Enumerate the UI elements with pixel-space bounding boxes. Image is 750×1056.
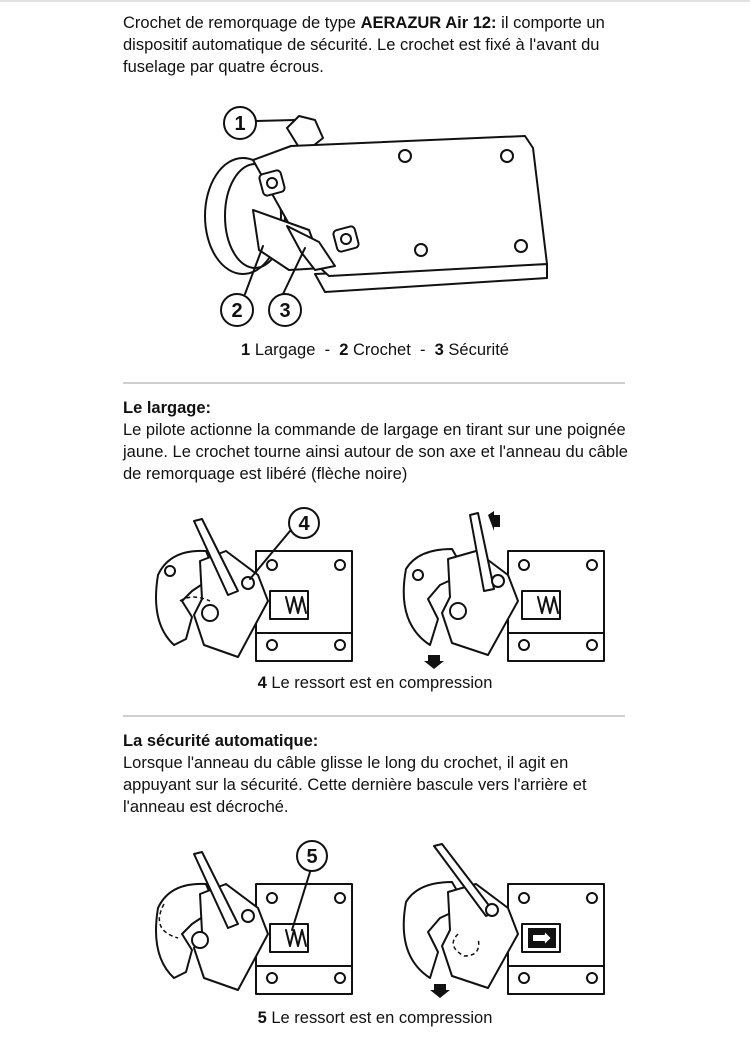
tow-hook-illustration <box>195 98 565 333</box>
callout-5: 5 <box>306 846 318 868</box>
figure2-caption <box>0 672 750 694</box>
section-securite-body: Lorsque l'anneau du câble glisse le long du crochet, il agit en appuyant sur la sécurité. Cette dernière bascule vers l'arrière et l'anneau est décroché. <box>123 754 587 816</box>
figure2-caption-text: Le ressort est en compression <box>271 674 493 692</box>
safety-state-open <box>404 844 604 998</box>
release-state-closed <box>156 519 352 661</box>
release-arrow-icon <box>430 984 450 998</box>
pull-arrow-icon <box>488 511 500 531</box>
caption-separator: - <box>324 341 331 359</box>
caption-num-2: 2 <box>339 341 349 359</box>
section-securite <box>123 730 628 818</box>
section-largage-body: Le pilote actionne la commande de largage en tirant sur une poignée jaune. Le crochet tourne ainsi autour de son axe et l'anneau du câble de remorquage est libéré (flèche noire) <box>123 421 628 483</box>
callout-4: 4 <box>298 513 310 535</box>
caption-separator: - <box>419 341 426 359</box>
intro-rest: il comporte un dispositif automatique de sécurité. Le crochet est fixé à l'avant du fuselage par quatre écrous. <box>123 14 605 76</box>
figure3-caption-text: Le ressort est en compression <box>271 1009 493 1027</box>
figure3-caption-num: 5 <box>257 1009 267 1027</box>
caption-num-1: 1 <box>241 341 251 359</box>
release-state-open <box>404 511 604 669</box>
release-arrow-icon <box>424 655 444 669</box>
release-diagram <box>130 505 620 670</box>
caption-label-crochet: Crochet <box>353 341 411 359</box>
intro-model-name: AERAZUR Air 12: <box>360 14 497 32</box>
caption-label-securite: Sécurité <box>448 341 509 359</box>
callout-3: 3 <box>279 300 291 322</box>
caption-num-3: 3 <box>434 341 444 359</box>
intro-paragraph <box>123 12 628 78</box>
callout-2: 2 <box>231 300 243 322</box>
safety-state-closed <box>156 852 352 994</box>
section-divider <box>123 715 625 717</box>
callout-1: 1 <box>234 113 246 135</box>
intro-lead: Crochet de remorquage de type <box>123 14 361 32</box>
caption-label-largage: Largage <box>254 341 316 359</box>
top-divider <box>0 0 750 2</box>
section-securite-title: La sécurité automatique: <box>123 732 319 750</box>
section-divider <box>123 382 625 384</box>
figure2-caption-num: 4 <box>257 674 267 692</box>
section-largage-title: Le largage: <box>123 399 212 417</box>
safety-diagram <box>130 838 620 1003</box>
figure3-caption <box>0 1007 750 1029</box>
section-largage <box>123 397 628 485</box>
figure1-caption <box>0 339 750 361</box>
